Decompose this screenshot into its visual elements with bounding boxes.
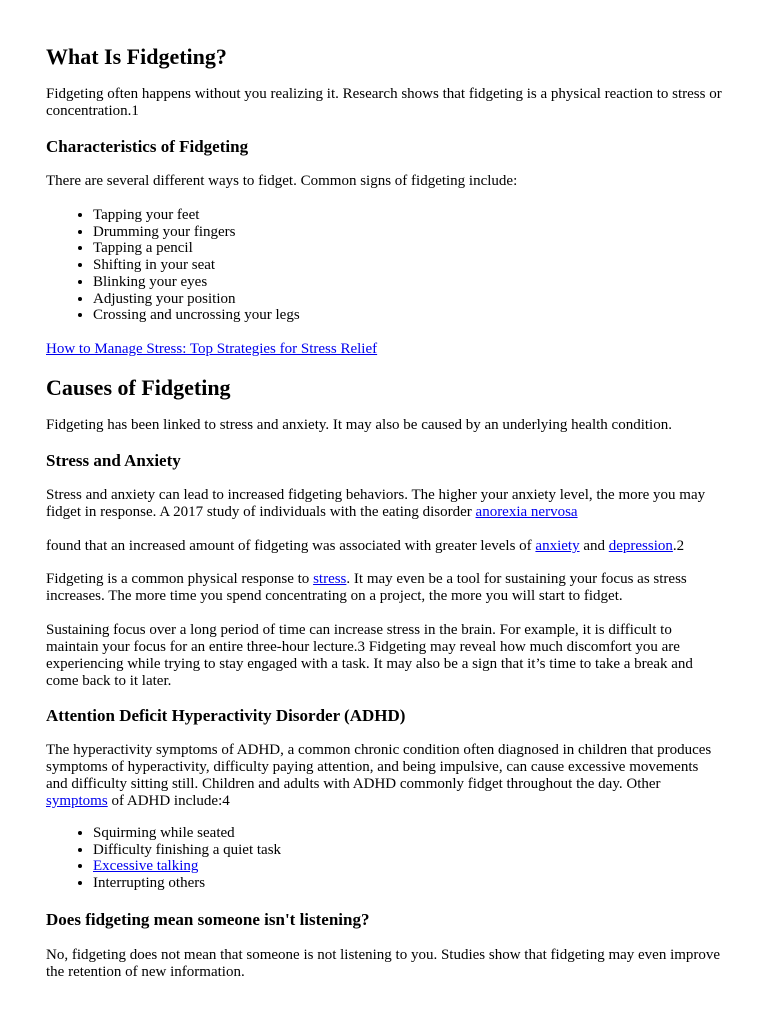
stress-p3-text-a: Fidgeting is a common physical response to: [46, 571, 314, 587]
adhd-p1-text-a: The hyperactivity symptoms of ADHD, a common chronic condition often diagnosed in children that produces symptoms of hyperactivity, difficulty paying attention, and being impulsive, can cause excessive movements and difficulty sitting still. Children and adults with ADHD commonly fidget throughout the day. Other: [46, 742, 712, 792]
list-item: • Drumming your fingers: [93, 224, 300, 241]
list-item: • Tapping your feet: [93, 207, 300, 224]
stress-p1-text: Stress and anxiety can lead to increased fidgeting behaviors. The higher your anxiety level, the more you may fidget in response. A 2017 study of individuals with the eating disorder: [46, 487, 706, 520]
anxiety-link[interactable]: anxiety: [535, 538, 580, 554]
adhd-p1-text-b: of ADHD include:4: [107, 793, 230, 809]
manage-stress-link[interactable]: How to Manage Stress: Top Strategies for Stress Relief: [46, 341, 378, 357]
list-item: • Tapping a pencil: [93, 240, 300, 257]
list-item: • Adjusting your position: [93, 291, 300, 308]
anorexia-nervosa-link[interactable]: anorexia nervosa: [475, 504, 578, 520]
characteristics-lead: There are several different ways to fidget. Common signs of fidgeting include:: [46, 173, 518, 189]
excessive-talking-link[interactable]: Excessive talking: [93, 858, 199, 875]
list-item: • Difficulty finishing a quiet task: [93, 842, 281, 859]
list-item: • Squirming while seated: [93, 825, 281, 842]
stress-paragraph-2: [46, 538, 722, 555]
faq-answer: No, fidgeting does not mean that someone is not listening to you. Studies show that fidgeting may even improve the retention of new information.: [46, 947, 721, 980]
list-item: • Shifting in your seat: [93, 257, 300, 274]
causes-lead: Fidgeting has been linked to stress and anxiety. It may also be caused by an underlying health condition.: [46, 417, 672, 433]
related-link-paragraph: [46, 341, 722, 358]
fidget-signs-list: [46, 207, 300, 324]
intro-paragraph: Fidgeting often happens without you realizing it. Research shows that fidgeting is a physical reaction to stress or concentration.1: [46, 86, 722, 119]
stress-p3-text-b: . It may even be a tool for sustaining your focus as stress increases. The more time you spend concentrating on a project, the more you will start to fidget.: [46, 571, 687, 604]
stress-p2-text-c: .2: [672, 538, 685, 554]
stress-paragraph-4: Sustaining focus over a long period of time can increase stress in the brain. For example, it is difficult to maintain your focus for an entire three-hour lecture.3 Fidgeting may reveal how much discomfort you are experiencing while trying to stay engaged with a task. It may also be a sign that it’s time to take a break and come back to it later.: [46, 622, 693, 689]
stress-p2-text-b: and: [579, 538, 609, 554]
list-item: [93, 858, 281, 875]
stress-link[interactable]: stress: [313, 571, 347, 587]
adhd-paragraph: [46, 742, 722, 810]
symptoms-link[interactable]: symptoms: [46, 793, 108, 809]
characteristics-heading: Characteristics of Fidgeting: [46, 137, 249, 156]
faq-heading: Does fidgeting mean someone isn't listening?: [46, 910, 370, 929]
list-item: • Crossing and uncrossing your legs: [93, 307, 300, 324]
adhd-heading: Attention Deficit Hyperactivity Disorder (ADHD): [46, 706, 406, 725]
stress-paragraph-3: [46, 571, 722, 605]
stress-paragraph-1: [46, 487, 722, 521]
stress-p2-text-a: found that an increased amount of fidgeting was associated with greater levels of: [46, 538, 536, 554]
list-item: • Blinking your eyes: [93, 274, 300, 291]
stress-anxiety-heading: Stress and Anxiety: [46, 451, 181, 470]
adhd-symptoms-list: [46, 825, 281, 892]
causes-heading: Causes of Fidgeting: [46, 375, 231, 400]
page-title: What Is Fidgeting?: [46, 44, 227, 69]
list-item: • Interrupting others: [93, 875, 281, 892]
depression-link[interactable]: depression: [608, 538, 673, 554]
